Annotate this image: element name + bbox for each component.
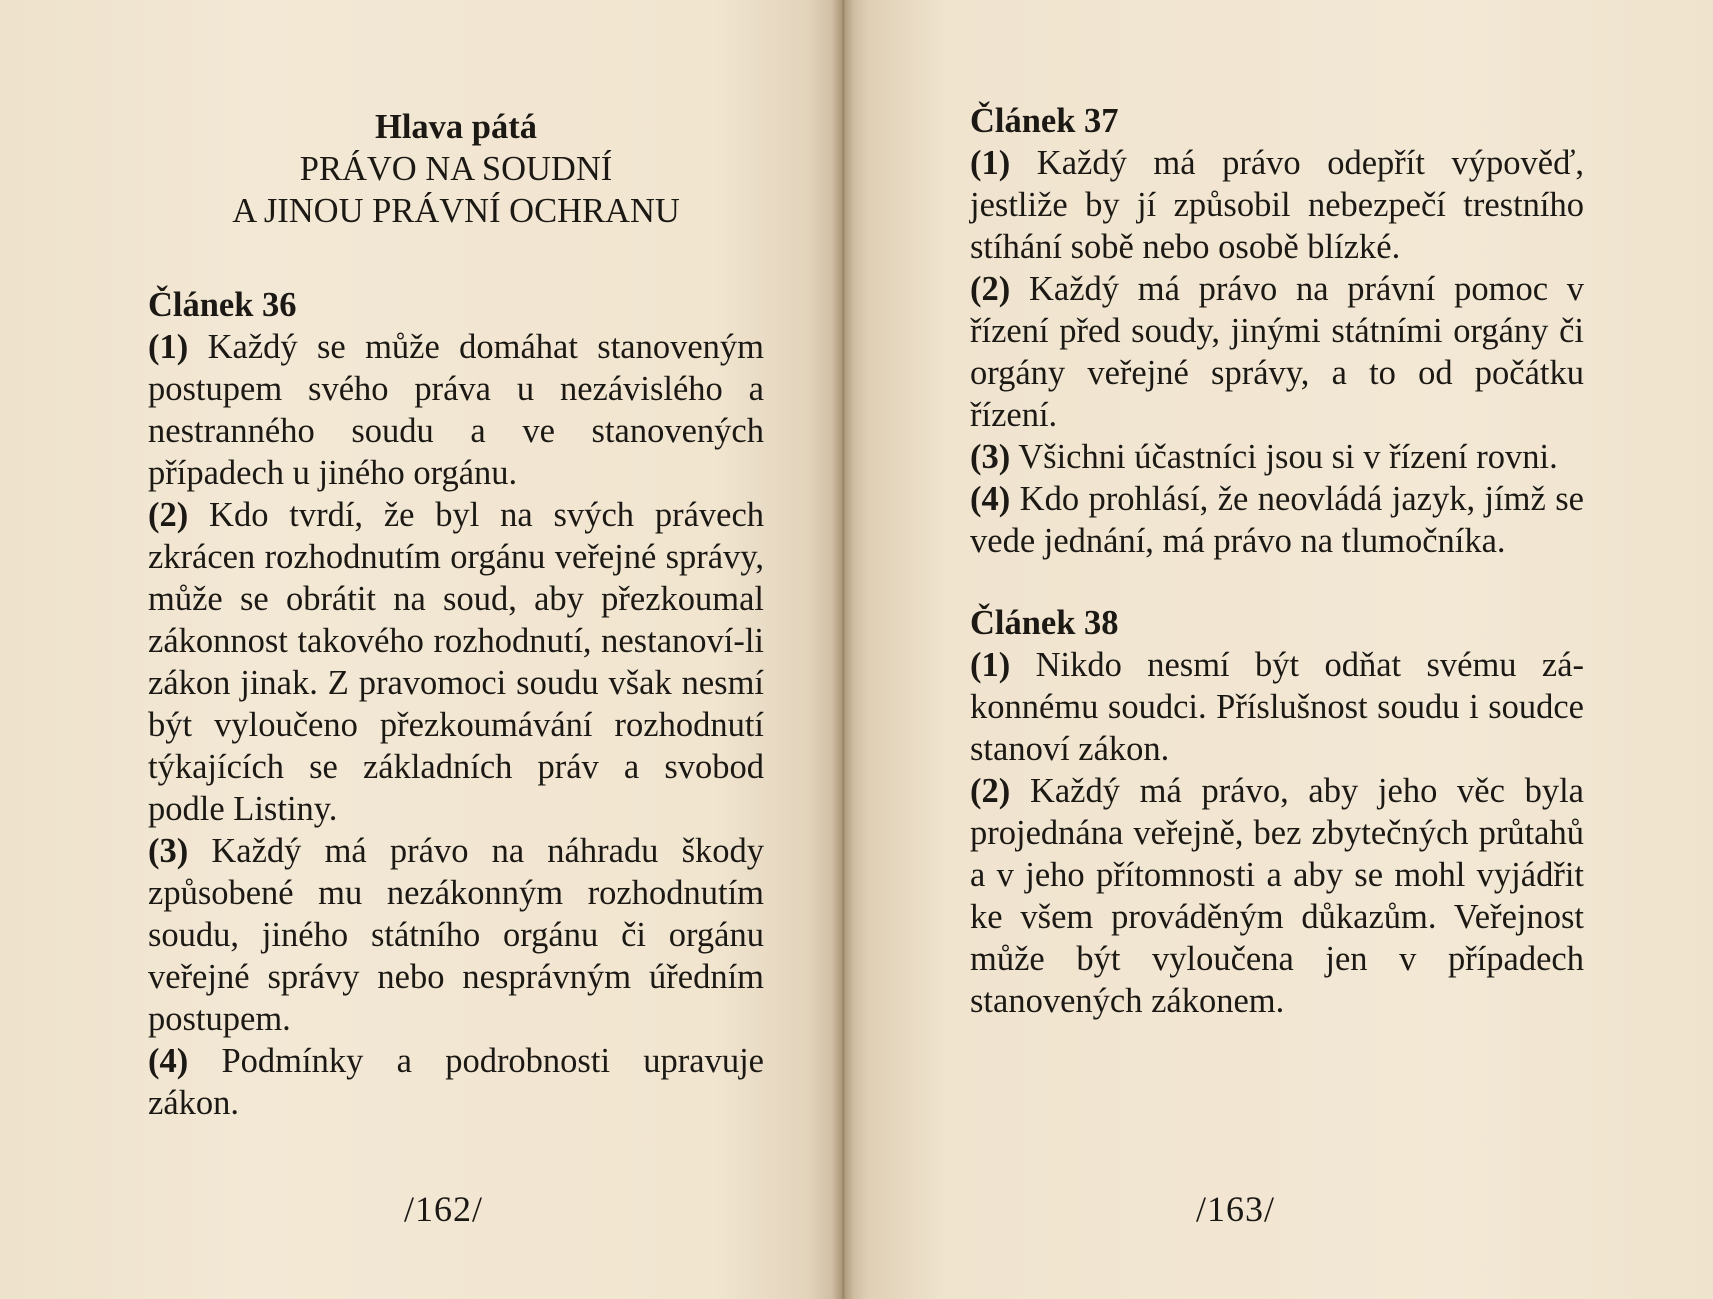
paragraph-number: (1) [148, 328, 189, 366]
article-38-paragraph-1 [970, 644, 1584, 770]
paragraph-number: (1) [970, 144, 1011, 182]
paragraph-number: (2) [148, 496, 189, 534]
article-37-paragraph-2 [970, 268, 1584, 436]
left-page-content [148, 106, 764, 1124]
paragraph-text: Každý má právo odepřít výpověď, jestliže by jí způsobil nebezpečí trestního stíhání sobě nebo osobě blízké. [970, 144, 1584, 266]
page-number-right: /163/ [1196, 1189, 1276, 1229]
chapter-title-line-2: A JINOU PRÁVNÍ OCHRANU [232, 192, 680, 230]
chapter-title-line-1: PRÁVO NA SOUDNÍ [299, 150, 613, 188]
paragraph-text: Každý se může domáhat stanoveným postupem svého práva u nezávislého a nestranného soudu a ve stanovených případech u jiného orgánu. [148, 328, 765, 492]
article-38-title: Článek 38 [970, 604, 1119, 642]
paragraph-number: (1) [970, 646, 1011, 684]
article-36-paragraph-2 [148, 494, 764, 830]
paragraph-text: Podmínky a podrobnosti upravuje zákon. [148, 1042, 764, 1122]
article-36-paragraph-4 [148, 1040, 764, 1124]
paragraph-number: (4) [148, 1042, 189, 1080]
right-page-content [970, 100, 1584, 1022]
article-37-title: Článek 37 [970, 102, 1119, 140]
article-36-title: Článek 36 [148, 286, 297, 324]
article-38-paragraph-2 [970, 770, 1584, 1022]
paragraph-number: (4) [970, 480, 1011, 518]
paragraph-text: Každý má právo na náhradu škody způsobené mu nezákonným rozhodnutím soudu, jiného státního orgánu či orgánu veřejné správy nebo nesprávným úředním postupem. [148, 832, 765, 1038]
paragraph-text: Nikdo nesmí být odňat svému zákonnému soudci. Příslušnost soudu i soudce stanoví zákon. [970, 646, 1585, 768]
paragraph-text: Kdo tvrdí, že byl na svých právech zkrácen rozhodnutím orgánu veřejné správy, může se obrátit na soud, aby přezkoumal zákonnost takového rozhodnutí, nestanoví-li zákon jinak. Z pravomoci soudu však nesmí být vyloučeno přezkoumávání rozhodnutí týkajících se základních práv a svobod podle Listiny. [148, 496, 765, 828]
article-37-paragraph-4 [970, 478, 1584, 562]
right-page [842, 0, 1713, 1299]
paragraph-text: Každý má právo na právní pomoc v řízení před soudy, jinými státními orgány či orgány veřejné správy, a to od počátku řízení. [970, 270, 1585, 434]
chapter-head: Hlava pátá [375, 108, 537, 146]
paragraph-text: Kdo prohlásí, že neovládá jazyk, jímž se vede jednání, má právo na tlumočníka. [970, 480, 1584, 560]
paragraph-number: (2) [970, 270, 1011, 308]
article-37-paragraph-1 [970, 142, 1584, 268]
article-37-paragraph-3 [970, 436, 1584, 478]
paragraph-number: (3) [148, 832, 189, 870]
paragraph-number: (3) [970, 438, 1011, 476]
article-36-paragraph-3 [148, 830, 764, 1040]
paragraph-text: Všichni účastníci jsou si v řízení rovni. [1018, 438, 1558, 476]
page-number-left: /162/ [404, 1189, 484, 1229]
paragraph-number: (2) [970, 772, 1011, 810]
book-gutter [832, 0, 854, 1299]
article-36-paragraph-1 [148, 326, 764, 494]
chapter-heading [148, 106, 764, 232]
left-page [0, 0, 842, 1299]
paragraph-text: Každý má právo, aby jeho věc byla projednána veřejně, bez zbytečných průtahů a v jeho přítomnosti a aby se mohl vyjádřit ke všem prováděným důkazům. Veřejnost může být vyloučena jen v případech stanovených zákonem. [970, 772, 1584, 1020]
